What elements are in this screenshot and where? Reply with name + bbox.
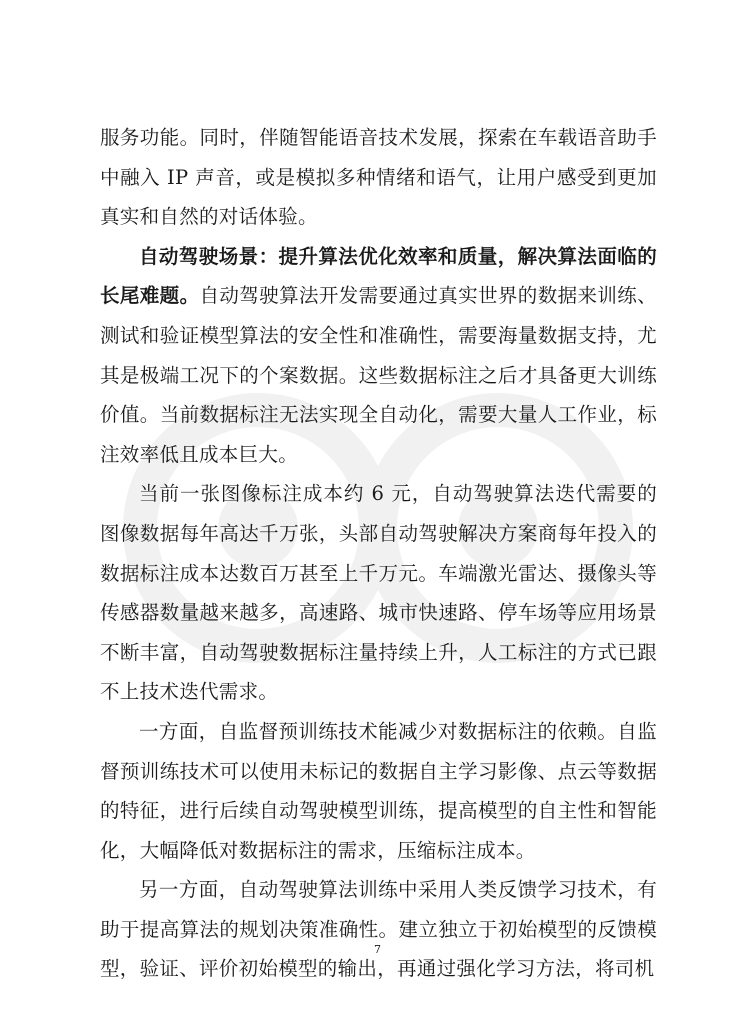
- paragraph-2-heading: 自动驾驶场景：提升算法优化效率和质量，解决算法面临的长尾难题。: [100, 244, 657, 308]
- paragraph-1-text: 服务功能。同时，伴随智能语音技术发展，探索在车载语音助手中融入 IP 声音，或是模拟多种情绪和语气，让用户感受到更加真实和自然的对话体验。: [100, 126, 657, 229]
- paragraph-4-text: 一方面，自监督预训练技术能减少对数据标注的依赖。自监督预训练技术可以使用未标记的数据自主学习影像、点云等数据的特征，进行后续自动驾驶模型训练，提高模型的自主性和智能化，大幅降低对数据标注的需求，压缩标注成本。: [100, 719, 657, 862]
- page-number: 7: [374, 943, 381, 956]
- paragraph-5-text: 另一方面，自动驾驶算法训练中采用人类反馈学习技术，有助于提高算法的规划决策准确性。建立独立于初始模型的反馈模型，验证、评价初始模型的输出，再通过强化学习方法，将司机: [100, 878, 657, 981]
- paragraph-human-feedback: [100, 870, 657, 989]
- paragraph-annotation-cost: [100, 474, 657, 712]
- body-text: [100, 118, 657, 989]
- paragraph-2-text: 自动驾驶算法开发需要通过真实世界的数据来训练、测试和验证模型算法的安全性和准确性，需要海量数据支持，尤其是极端工况下的个案数据。这些数据标注之后才具备更大训练价值。当前数据标注无法实现全自动化，需要大量人工作业，标注效率低且成本巨大。: [100, 284, 657, 466]
- paragraph-self-supervised: [100, 712, 657, 870]
- paragraph-autonomous-driving: [100, 237, 657, 475]
- paragraph-3-text: 当前一张图像标注成本约 6 元，自动驾驶算法迭代需要的图像数据每年高达千万张，头部自动驾驶解决方案商每年投入的数据标注成本达数百万甚至上千万元。车端激光雷达、摄像头等传感器数量越来越多，高速路、城市快速路、停车场等应用场景不断丰富，自动驾驶数据标注量持续上升，人工标注的方式已跟不上技术迭代需求。: [100, 482, 657, 704]
- paragraph-continuation: [100, 118, 657, 237]
